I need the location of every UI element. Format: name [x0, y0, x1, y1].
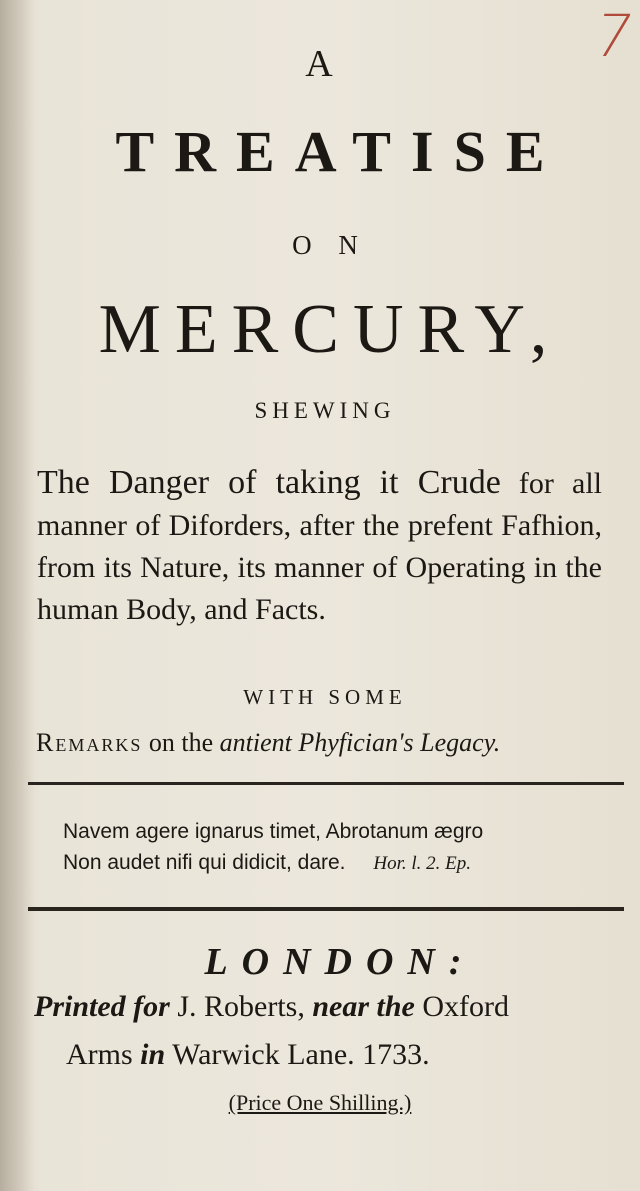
remarks-line [36, 728, 616, 758]
description-text [37, 462, 602, 631]
motto-citation: Hor. l. 2. Ep. [373, 853, 472, 874]
imprint-arms: Arms [66, 1038, 133, 1071]
description-first-line: The Danger of taking it Crude [37, 464, 501, 501]
imprint-oxford: Oxford [422, 990, 510, 1023]
imprint-line-2 [66, 1038, 640, 1072]
imprint-year: 1733. [362, 1038, 430, 1071]
shewing-heading: SHEWING [254, 398, 396, 423]
motto-line-2 [63, 851, 623, 875]
imprint-lane: Warwick Lane. [172, 1038, 355, 1071]
imprint-city: LONDON: [204, 941, 476, 983]
page-number: 7 [587, 2, 640, 70]
price-text: (Price One Shilling.) [228, 1090, 412, 1115]
motto-line-1: Navem agere ignarus timet, Abrotanum ægro [63, 820, 484, 843]
motto-line-2-text: Non audet nifi qui didicit, dare. [63, 851, 346, 874]
remarks-italic: antient Phyfician's Legacy. [219, 728, 501, 757]
price-note [0, 1090, 640, 1116]
description-rest: for all manner of Diforders, after the prefent Fafhion, from its Nature, its manner of Operating in the human Body, and Facts. [37, 467, 603, 626]
title-article: A [305, 43, 335, 85]
imprint-in: in [140, 1038, 166, 1071]
with-some-heading: WITH SOME [243, 685, 407, 709]
imprint-line-1 [34, 990, 634, 1024]
title-treatise: TREATISE [115, 119, 565, 184]
imprint-printer: J. Roberts, [177, 990, 305, 1023]
imprint-printed-for: Printed for [34, 990, 170, 1023]
imprint-near: near the [312, 990, 415, 1023]
remarks-word: Remarks [36, 728, 143, 757]
bottom-rule [28, 907, 624, 911]
title-subject: MERCURY, [98, 291, 562, 368]
remarks-on: on [148, 728, 175, 757]
top-rule [28, 782, 624, 785]
title-on: O N [292, 230, 368, 260]
remarks-the: the [181, 728, 214, 757]
